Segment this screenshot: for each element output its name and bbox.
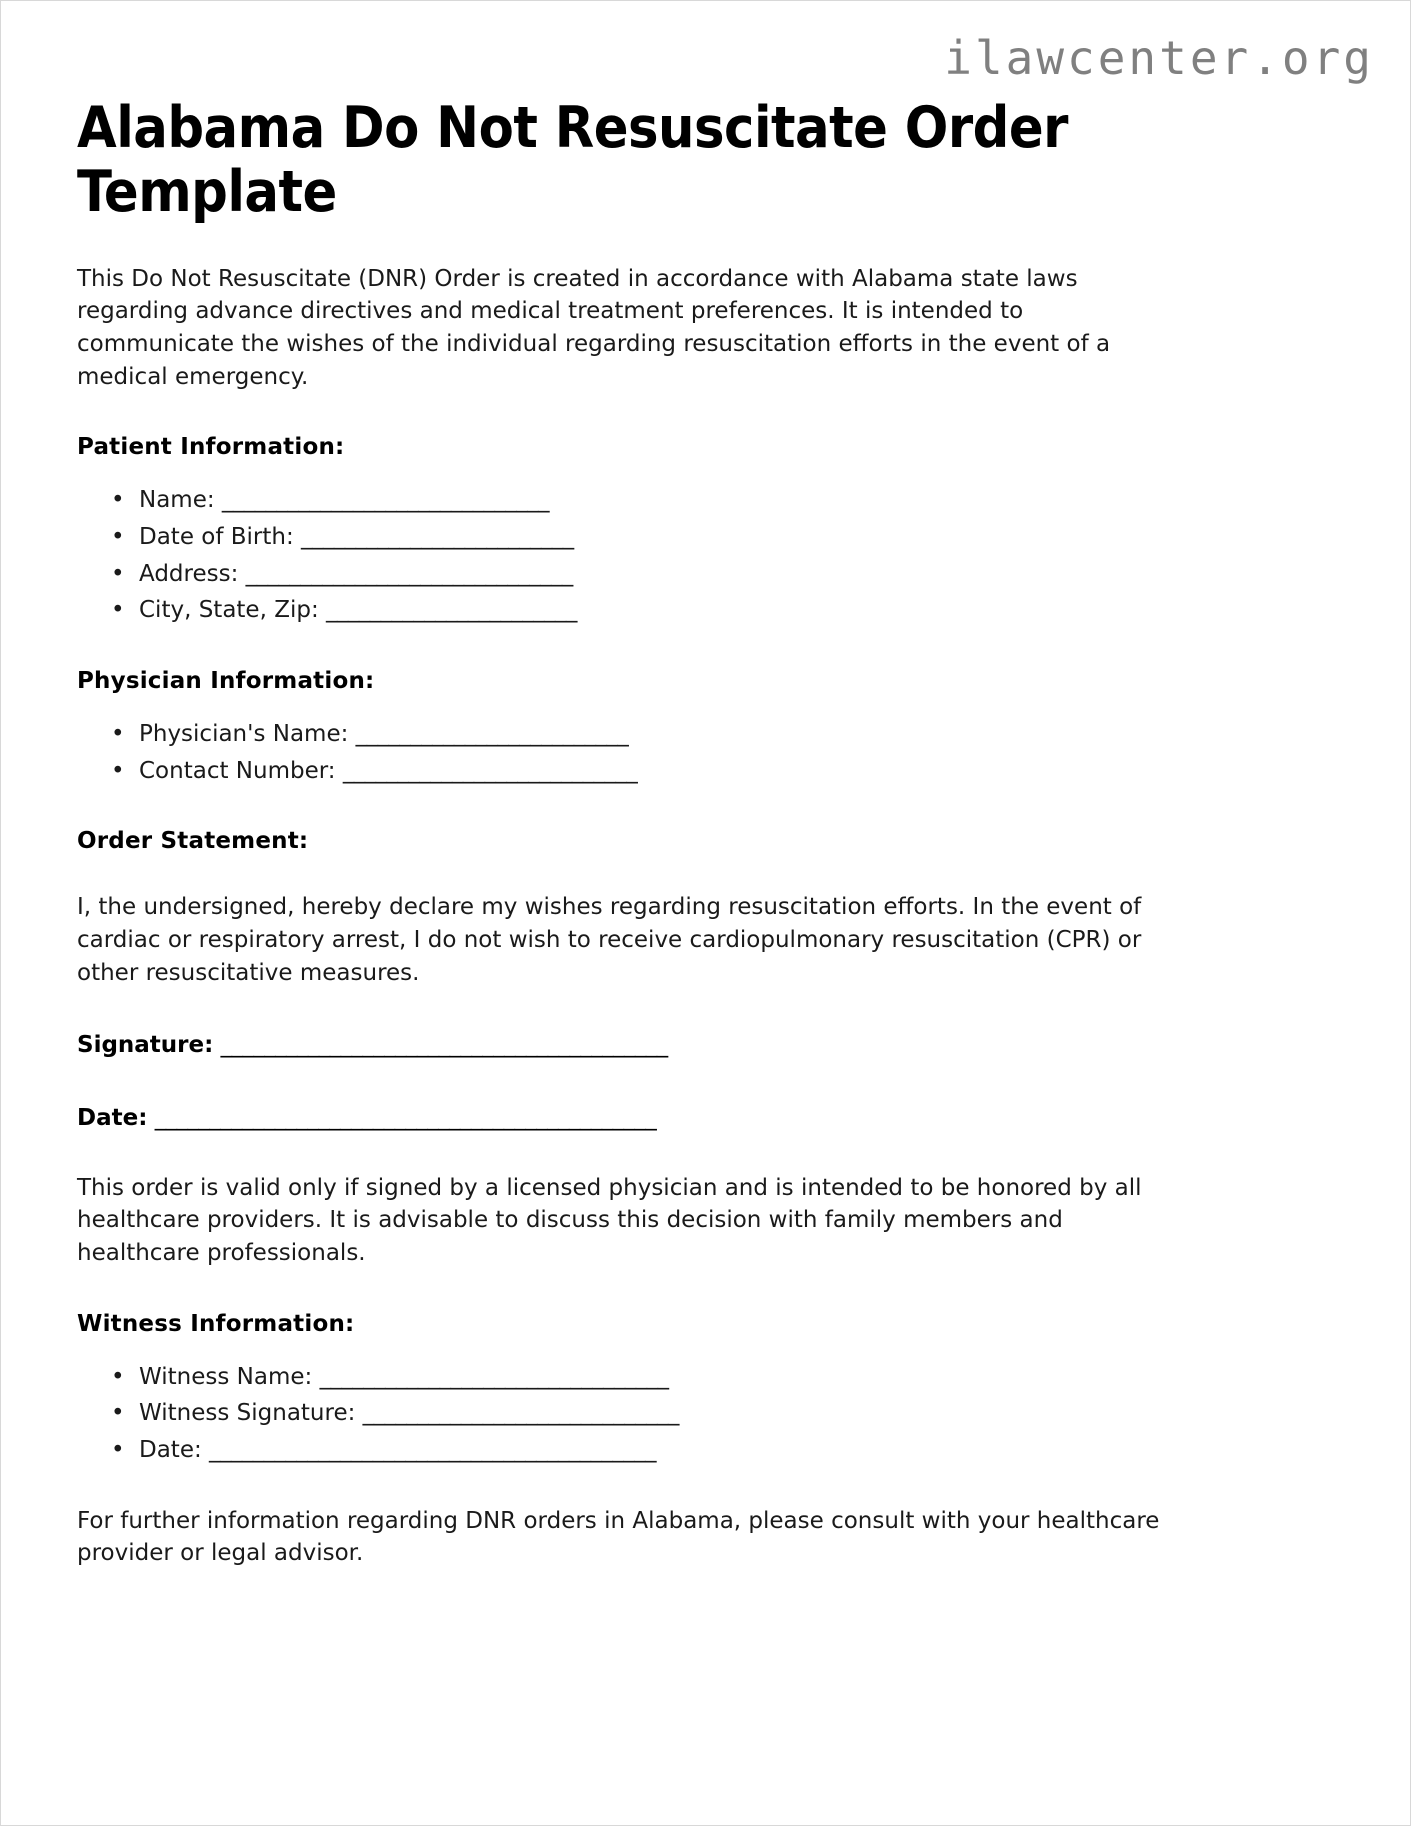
field-label: City, State, Zip: <box>139 597 319 624</box>
field-label: Physician's Name: <box>139 721 349 747</box>
list-item <box>139 595 1339 627</box>
list-item <box>139 559 1339 591</box>
field-blank-line[interactable]: _________________________ <box>301 523 574 550</box>
date-field <box>77 1102 1339 1134</box>
list-item <box>139 719 1339 751</box>
document-content <box>77 97 1339 1570</box>
field-label: Witness Signature: <box>139 1400 356 1427</box>
site-watermark: ilawcenter.org <box>944 31 1374 85</box>
field-blank-line[interactable]: _________________________________________ <box>209 1437 656 1464</box>
validity-paragraph: This order is valid only if signed by a licensed physician and is intended to be honored by all healthcare providers. It is advisable to discuss this decision with family members and healthcare professionals. <box>77 1174 1142 1267</box>
field-label: Date of Birth: <box>139 523 294 550</box>
section-heading-witness-information: Witness Information: <box>77 1310 355 1337</box>
field-label: Contact Number: <box>139 757 336 784</box>
field-blank-line[interactable]: ______________________________ <box>245 560 573 587</box>
field-label: Address: <box>139 560 239 587</box>
field-blank-line[interactable]: ________________________________ <box>319 1363 669 1390</box>
section-heading-patient-information: Patient Information: <box>77 434 345 461</box>
field-label: Date: <box>139 1437 202 1464</box>
field-label: Witness Name: <box>139 1363 313 1390</box>
list-item <box>139 485 1339 517</box>
physician-information-field-list <box>77 719 1339 787</box>
section-heading-order-statement: Order Statement: <box>77 828 309 855</box>
field-blank-line[interactable]: ___________________________ <box>342 757 638 784</box>
signature-label: Signature: <box>77 1032 214 1059</box>
date-label: Date: <box>77 1104 148 1131</box>
field-blank-line[interactable]: _________________________ <box>355 721 629 747</box>
footer-paragraph: For further information regarding DNR orders in Alabama, please consult with your healthcare provider or legal advisor. <box>77 1507 1160 1567</box>
list-item <box>139 756 1339 788</box>
section-heading-physician-information: Physician Information: <box>77 668 375 695</box>
patient-information-field-list <box>77 485 1339 627</box>
order-statement-paragraph: I, the undersigned, hereby declare my wishes regarding resuscitation efforts. In the event of cardiac or respiratory arrest, I do not wish to receive cardiopulmonary resuscitation (CPR) or other resuscitative measures. <box>77 894 1142 986</box>
list-item <box>139 1435 1339 1467</box>
page-title: Alabama Do Not Resuscitate Order Template <box>77 95 1068 225</box>
signature-blank-line[interactable]: _________________________________________ <box>220 1032 668 1059</box>
list-item <box>139 522 1339 554</box>
field-blank-line[interactable]: _______________________ <box>326 597 577 624</box>
witness-information-field-list <box>77 1362 1339 1467</box>
field-label: Name: <box>139 487 215 514</box>
list-item <box>139 1398 1339 1430</box>
intro-paragraph: This Do Not Resuscitate (DNR) Order is created in accordance with Alabama state laws regarding advance directives and medical treatment preferences. It is intended to communicate the wishes of the individual regarding resuscitation efforts in the event of a medical emergency. <box>77 265 1111 390</box>
signature-field <box>77 1029 1339 1061</box>
list-item <box>139 1362 1339 1394</box>
field-blank-line[interactable]: _____________________________ <box>362 1400 679 1427</box>
date-blank-line[interactable]: ______________________________________________ <box>154 1104 657 1131</box>
field-blank-line[interactable]: ______________________________ <box>221 487 549 514</box>
